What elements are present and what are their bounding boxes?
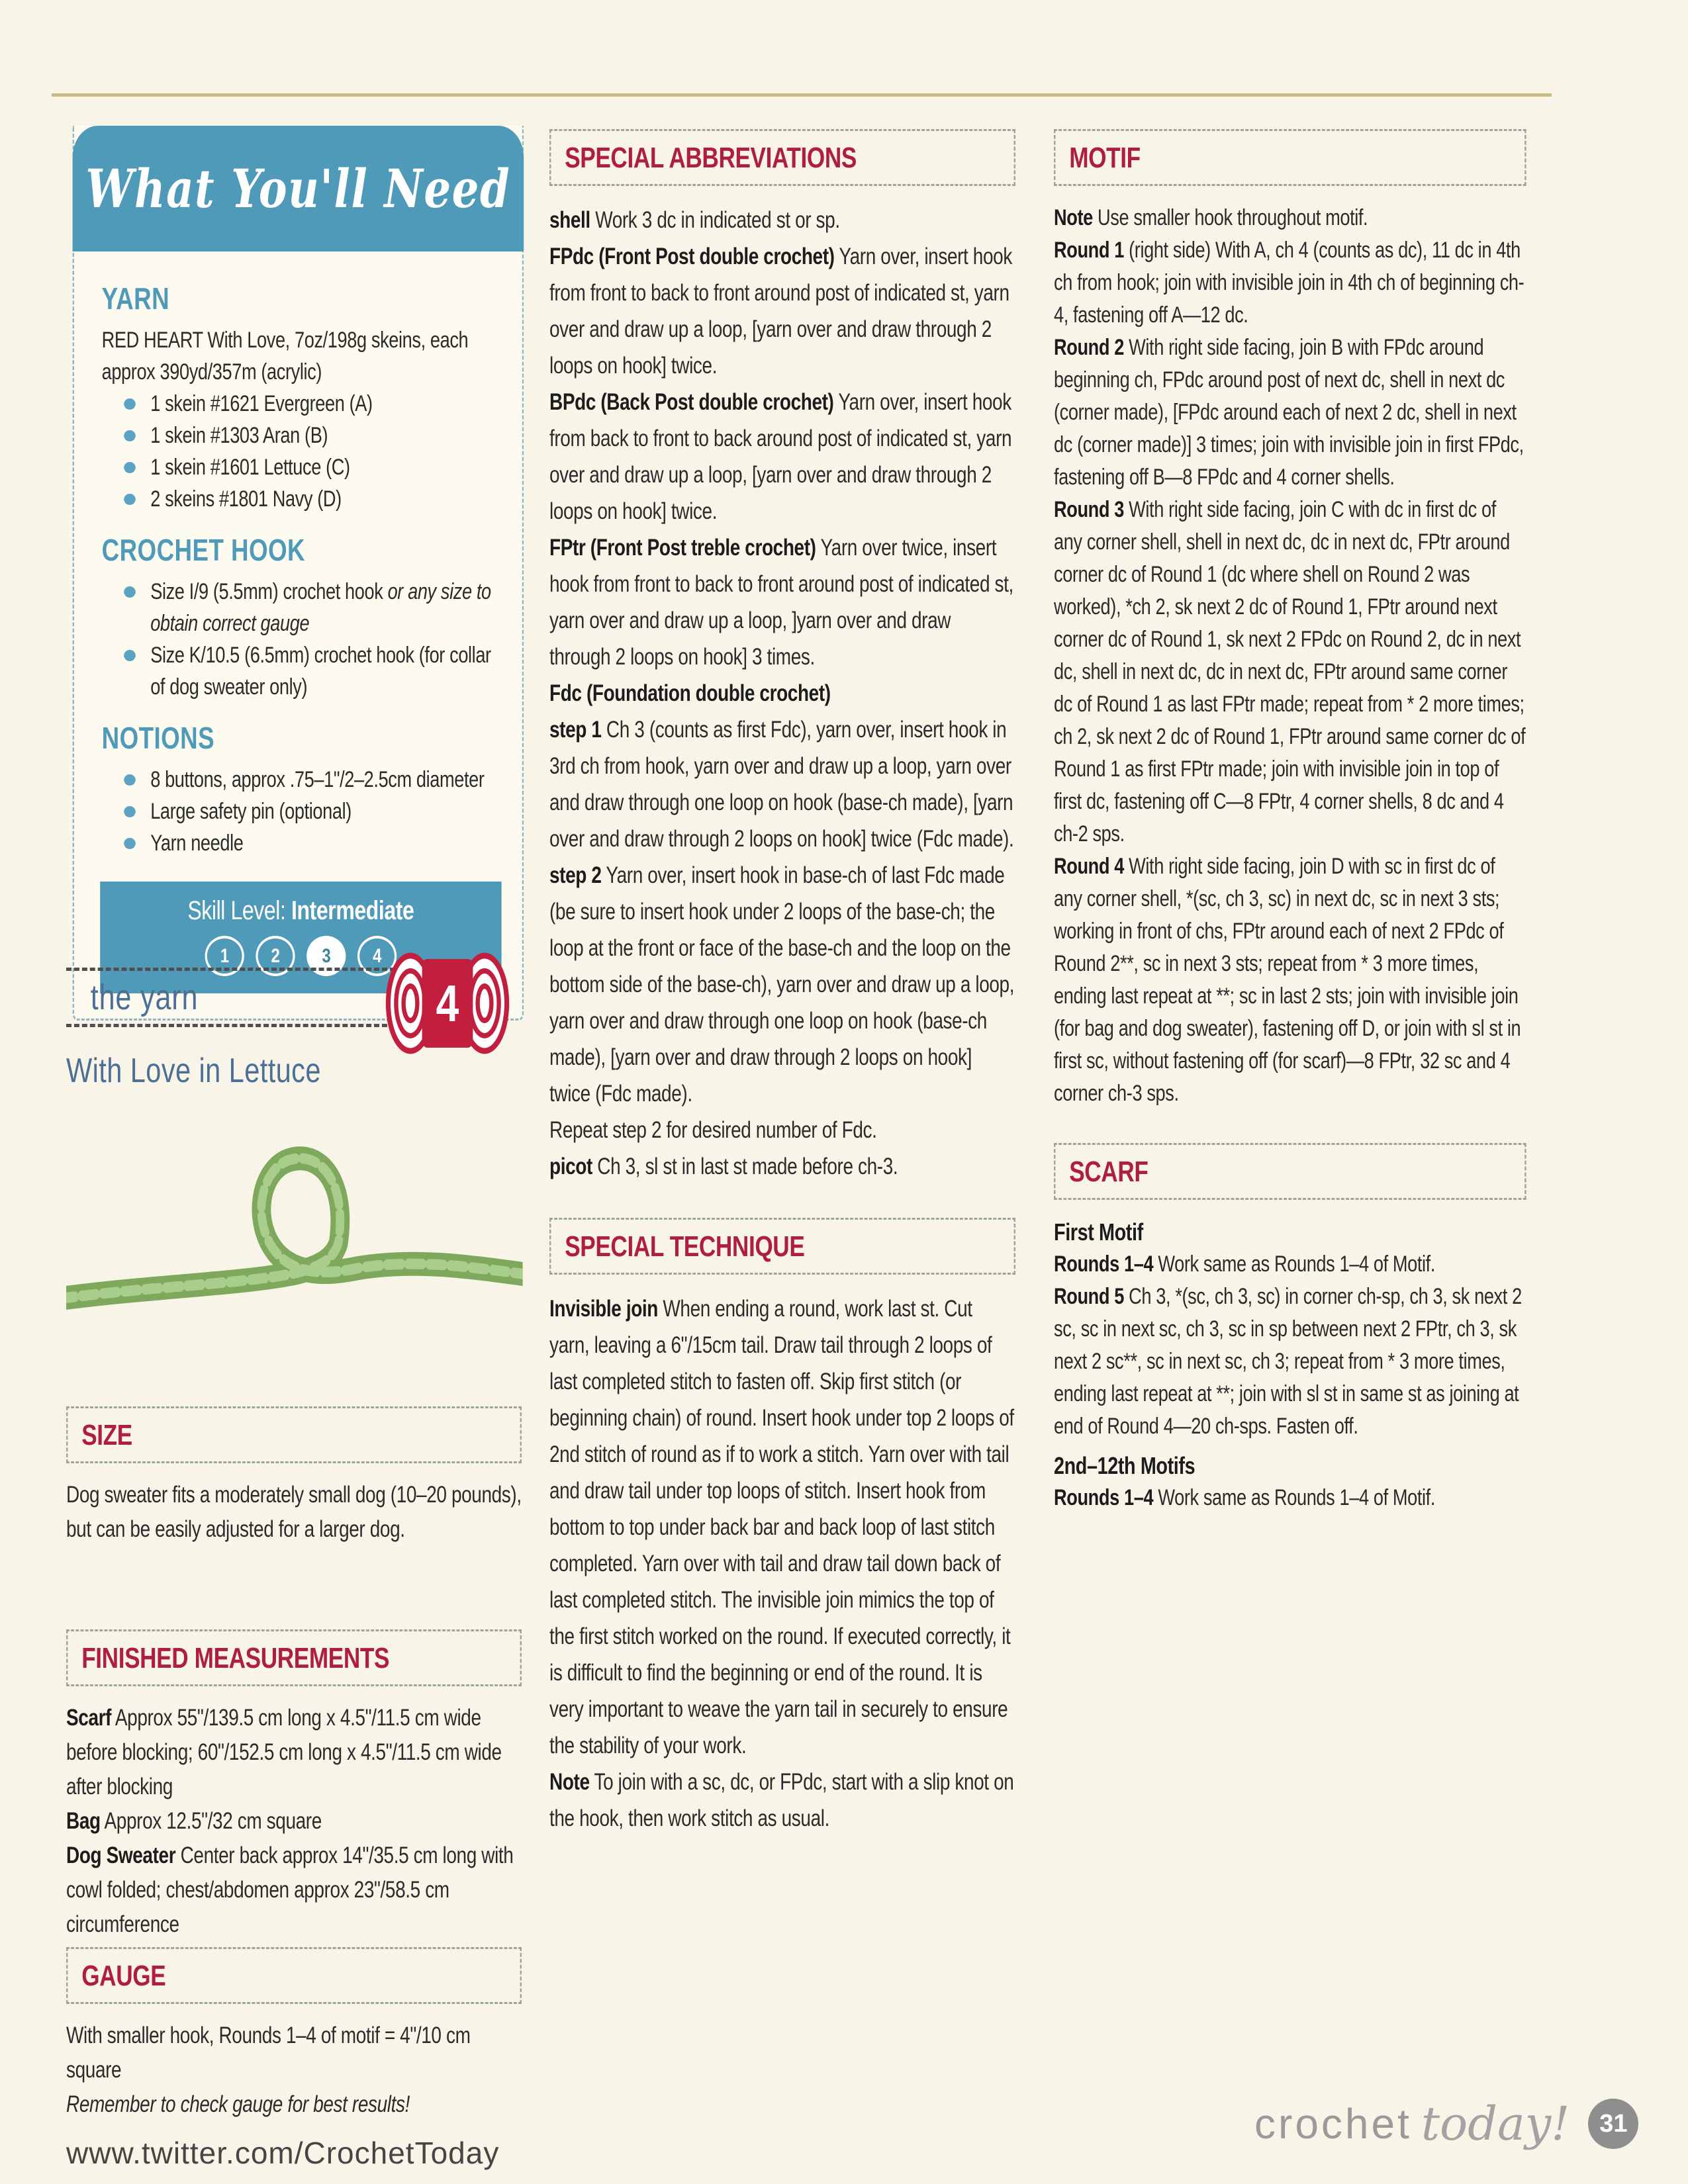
motif-round: [1054, 494, 1526, 850]
measurement-term: Scarf: [66, 1705, 112, 1731]
abbreviation-term: FPdc (Front Post double crochet): [549, 244, 835, 269]
yarn-weight-number: 4: [436, 974, 459, 1032]
motif-round: [1054, 234, 1526, 332]
motif-round-text: With right side facing, join B with FPdc around beginning ch, FPdc around post of next dc, shell in next dc (corner made), [FPdc around each of next 2 dc, shell in next dc (corner made)] 3 times; join with invisible join in first FPdc, fastening off B—8 FPdc and 4 corner shells.: [1054, 335, 1524, 490]
abbreviation-text: Yarn over twice, insert hook from front to back to front around post of indicated st, yarn over and draw up a loop, ]yarn over and draw through 2 loops on hook] 3 times.: [549, 535, 1013, 670]
special-technique-header: [549, 1218, 1015, 1275]
special-technique-heading: SPECIAL TECHNIQUE: [565, 1230, 805, 1263]
gauge-text: With smaller hook, Rounds 1–4 of motif = 4"/10 cm square: [66, 2023, 471, 2083]
yarn-intro: RED HEART With Love, 7oz/198g skeins, each approx 390yd/357m (acrylic): [101, 328, 469, 385]
technique-term: Invisible join: [549, 1296, 658, 1322]
abbreviation-entry: [549, 202, 1015, 238]
motif-round-term: Round 1: [1054, 238, 1124, 263]
yarn-bullet: [102, 388, 500, 420]
motif-round-term: Round 4: [1054, 854, 1124, 879]
measurement-value: Approx 55"/139.5 cm long x 4.5"/11.5 cm wide before blocking; 60"/152.5 cm long x 4.5"/11.5 cm wide after blocking: [66, 1705, 502, 1799]
special-abbreviations-header: [549, 129, 1015, 186]
abbreviation-entry: [549, 529, 1015, 675]
finished-measurements-section: [66, 1629, 522, 1942]
motif-body: [1054, 202, 1526, 1110]
measurement-entry: [66, 1839, 522, 1942]
gauge-text-block: [66, 2019, 522, 2122]
bullet-dot: [124, 494, 136, 505]
yarn-bullet-text: 2 skeins #1801 Navy (D): [150, 486, 342, 512]
scarf-body: [1054, 1216, 1526, 1514]
skill-level-circle-3-active: 3: [306, 936, 346, 976]
skill-level-circle-4: 4: [357, 936, 397, 976]
notions-heading: NOTIONS: [101, 721, 215, 755]
skill-level-circle-1: 1: [205, 936, 244, 976]
yarn-bullet-text: 1 skein #1303 Aran (B): [150, 423, 328, 448]
yarn-bullet-text: 1 skein #1621 Evergreen (A): [150, 391, 373, 416]
technique-text: When ending a round, work last st. Cut yarn, leaving a 6"/15cm tail. Draw tail through 2 loops of last completed stitch to fasten off. Skip first stitch (or beginning chain) of round. Insert hook under top 2 loops of 2nd stitch of round as if to work a stitch. Yarn over with tail and draw tail under top loops of stitch. Insert hook from bottom to top under back bar and back loop of last stitch completed. Yarn over with tail and draw tail down back of last completed stitch. The invisible join mimics the top of the first stitch worked on the round. If executed correctly, it is difficult to find the beginning or end of the round. It is very important to weave the yarn tail in securely to ensure the stability of your work.: [549, 1296, 1014, 1758]
logo-crochet: crochet: [1254, 2100, 1412, 2148]
motif-header: [1054, 129, 1526, 186]
abbreviation-text: Repeat step 2 for desired number of Fdc.: [549, 1117, 877, 1143]
bullet-dot: [124, 838, 136, 849]
yarn-bullet-text: 1 skein #1601 Lettuce (C): [150, 455, 350, 480]
size-paragraph: Dog sweater fits a moderately small dog (10–20 pounds), but can be easily adjusted for a larger dog.: [66, 1482, 522, 1542]
scarf-heading: SCARF: [1069, 1156, 1149, 1188]
motif-round-term: Round 2: [1054, 335, 1124, 360]
measurement-entry: [66, 1804, 522, 1839]
skill-level-value: Intermediate: [291, 896, 414, 925]
abbreviation-term: Fdc (Foundation double crochet): [549, 680, 831, 706]
gauge-header: [66, 1947, 522, 2004]
size-heading: SIZE: [81, 1419, 132, 1451]
measurement-value: Center back approx 14"/35.5 cm long with cowl folded; chest/abdomen approx 23"/58.5 cm circumference: [66, 1843, 514, 1937]
abbreviation-text: Yarn over, insert hook in base-ch of last Fdc made (be sure to insert hook under 2 loops of the base-ch; the loop at the front or face of the base-ch and the loop on the bottom side of the base-ch), yarn over and draw up a loop, yarn over and draw through one loop on hook (base-ch made), [yarn over and draw through 2 loops on hook] twice (Fdc made).: [549, 862, 1015, 1107]
right-column: [1054, 129, 1526, 1514]
gauge-heading: GAUGE: [81, 1960, 166, 1992]
scarf-round-text: Work same as Rounds 1–4 of Motif.: [1153, 1485, 1435, 1510]
motif-note-text: Use smaller hook throughout motif.: [1092, 205, 1368, 230]
notions-bullet-text: Large safety pin (optional): [150, 799, 352, 824]
notions-bullet-text: Yarn needle: [150, 831, 244, 856]
abbreviation-text: Yarn over, insert hook from back to front to back around post of indicated st, yarn over and draw up a loop, [yarn over and draw through 2 loops on hook] twice.: [549, 389, 1012, 524]
scarf-round-text: Work same as Rounds 1–4 of Motif.: [1153, 1251, 1435, 1277]
whats-needed-body: [74, 251, 522, 993]
skill-level-circle-2: 2: [256, 936, 295, 976]
technique-entry: [549, 1291, 1015, 1764]
motif-round-text: With right side facing, join C with dc in first dc of any corner shell, shell in next dc, dc in next dc, FPtr around corner dc of Round 1 (dc where shell on Round 2 was worked), *ch 2, sk next 2 dc of Round 1, FPtr around next corner dc of Round 1, sk next 2 FPdc on Round 2, dc in next dc, shell in next dc, dc in next dc, FPtr around same corner dc of Round 1 as last FPtr made; repeat from * 2 more times; ch 2, sk next 2 dc of Round 1, FPtr around same corner dc of Round 1 as first FPtr made; join with invisible join in top of first dc, fastening off C—8 FPtr, 4 corner shells, 8 dc and 4 ch-2 sps.: [1054, 497, 1526, 846]
hook-text-italic: or any size to obtain correct gauge: [150, 579, 491, 636]
yarn-name: With Love in Lettuce: [66, 1052, 321, 1090]
logo-today: today!: [1421, 2097, 1570, 2151]
motif-round: [1054, 850, 1526, 1110]
bullet-dot: [124, 398, 136, 410]
second-motifs-subheading: 2nd–12th Motifs: [1054, 1452, 1196, 1479]
abbreviation-term: shell: [549, 207, 590, 233]
whats-needed-box: [73, 126, 524, 1021]
motif-heading: MOTIF: [1069, 142, 1141, 174]
size-section: [66, 1406, 522, 1547]
abbreviation-text: Ch 3, sl st in last st made before ch-3.: [592, 1154, 898, 1179]
scarf-round: [1054, 1248, 1526, 1281]
middle-column: [549, 129, 1015, 1837]
abbreviation-entry: [549, 238, 1015, 384]
scarf-header: [1054, 1143, 1526, 1200]
yarn-photo: [66, 1093, 523, 1345]
left-column: [66, 126, 523, 2151]
abbreviation-entry: [549, 857, 1015, 1112]
bullet-dot: [124, 650, 136, 661]
abbreviation-entry: [549, 711, 1015, 857]
finished-measurements-heading: FINISHED MEASUREMENTS: [81, 1642, 390, 1674]
magazine-logo: [1254, 2097, 1638, 2151]
abbreviation-term: picot: [549, 1154, 592, 1179]
crochet-hook-bullet: [102, 576, 500, 639]
abbreviation-term: step 2: [549, 862, 602, 888]
first-motif-subheading: First Motif: [1054, 1218, 1143, 1246]
finished-measurements-text: [66, 1701, 522, 1942]
finished-measurements-header: [66, 1629, 522, 1686]
abbreviation-entry: [549, 1112, 1015, 1148]
yarn-bullet: [102, 483, 500, 515]
abbreviation-term: BPdc (Back Post double crochet): [549, 389, 834, 415]
skill-level-label: Skill Level:: [187, 896, 291, 925]
notions-bullet: [102, 796, 500, 827]
yarn-weight-tag: [66, 968, 459, 1032]
yarn-weight-icon: [384, 947, 511, 1060]
motif-note: [1054, 202, 1526, 234]
abbreviation-text: Work 3 dc in indicated st or sp.: [590, 207, 840, 233]
measurement-term: Bag: [66, 1808, 101, 1834]
motif-round-text: With right side facing, join D with sc in first dc of any corner shell, *(sc, ch 3, sc) in next dc, sc in next 3 sts; working in front of chs, FPtr around each of next 2 FPdc of Round 2**, sc in next 3 sts; repeat from * 3 more times, ending last repeat at **; sc in last 2 sts; join with invisible join (for bag and dog sweater), fastening off D, or join with sl st in first sc, without fastening off (for scarf)—8 FPtr, 32 sc and 4 corner ch-3 sps.: [1054, 854, 1521, 1106]
technique-entry: [549, 1764, 1015, 1837]
footer-url: www.twitter.com/CrochetToday: [66, 2136, 500, 2170]
size-section-header: [66, 1406, 522, 1463]
technique-term: Note: [549, 1769, 590, 1795]
motif-note-term: Note: [1054, 205, 1093, 230]
motif-round-term: Round 3: [1054, 497, 1124, 522]
motif-round: [1054, 332, 1526, 494]
bullet-dot: [124, 462, 136, 473]
abbreviation-term: FPtr (Front Post treble crochet): [549, 535, 816, 561]
gauge-section: [66, 1947, 522, 2122]
top-rule: [52, 93, 1552, 97]
measurement-entry: [66, 1701, 522, 1804]
technique-text: To join with a sc, dc, or FPdc, start with a slip knot on the hook, then work stitch as usual.: [549, 1769, 1014, 1831]
abbreviation-text: Yarn over, insert hook from front to back to front around post of indicated st, yarn over and draw up a loop, [yarn over and draw through 2 loops on hook] twice.: [549, 244, 1012, 379]
measurement-value: Approx 12.5"/32 cm square: [100, 1808, 322, 1834]
motif-round-text: (right side) With A, ch 4 (counts as dc), 11 dc in 4th ch from hook; join with invisible join in 4th ch of beginning ch-4, fastening off A—12 dc.: [1054, 238, 1524, 328]
gauge-note: Remember to check gauge for best results!: [66, 2091, 410, 2117]
abbreviation-entry: [549, 1148, 1015, 1185]
skill-level-line: [100, 895, 501, 927]
measurement-term: Dog Sweater: [66, 1843, 176, 1868]
yarn-bullet: [102, 420, 500, 451]
page-number-badge: 31: [1588, 2099, 1638, 2149]
scarf-round: [1054, 1281, 1526, 1443]
bullet-dot: [124, 430, 136, 441]
yarn-bullet: [102, 451, 500, 483]
size-text: [66, 1478, 522, 1547]
yarn-heading: YARN: [101, 281, 170, 316]
whats-needed-header: [73, 126, 524, 251]
scarf-round-term: Rounds 1–4: [1054, 1485, 1154, 1510]
whats-needed-title: What You'll Need: [85, 158, 511, 220]
scarf-round: [1054, 1482, 1526, 1514]
hook-text: Size I/9 (5.5mm) crochet hook: [150, 579, 388, 604]
crochet-hook-bullet: [102, 639, 500, 703]
special-abbreviations-heading: SPECIAL ABBREVIATIONS: [565, 142, 857, 174]
abbreviation-text: Ch 3 (counts as first Fdc), yarn over, insert hook in 3rd ch from hook, yarn over and draw up a loop, yarn over and draw through one loop on hook (base-ch made), [yarn over and draw through 2 loops on hook] twice (Fdc made).: [549, 717, 1014, 852]
notions-bullet: [102, 827, 500, 859]
scarf-round-term: Rounds 1–4: [1054, 1251, 1154, 1277]
crochet-hook-bullet-text: Size K/10.5 (6.5mm) crochet hook (for collar of dog sweater only): [150, 643, 491, 700]
bullet-dot: [124, 774, 136, 786]
scarf-round-term: Round 5: [1054, 1284, 1124, 1309]
yarn-tag-label: the yarn: [90, 978, 199, 1017]
crochet-hook-heading: CROCHET HOOK: [101, 533, 305, 567]
scarf-round-text: Ch 3, *(sc, ch 3, sc) in corner ch-sp, ch 3, sk next 2 sc, sc in next sc, ch 3, sc in sp between next 2 FPtr, ch 3, sk next 2 sc**, sc in next sc, ch 3; repeat from * 3 more times, ending last repeat at **; join with sl st in same st as joining at end of Round 4—20 ch-sps. Fasten off.: [1054, 1284, 1522, 1439]
crochet-hook-bullet-text: [150, 576, 500, 639]
bullet-dot: [124, 586, 136, 598]
special-abbreviations-body: [549, 202, 1015, 1185]
abbreviation-entry: [549, 675, 1015, 711]
abbreviation-term: step 1: [549, 717, 602, 743]
bullet-dot: [124, 806, 136, 817]
notions-bullet-text: 8 buttons, approx .75–1"/2–2.5cm diameter: [150, 767, 485, 792]
abbreviation-entry: [549, 384, 1015, 529]
notions-bullet: [102, 764, 500, 796]
special-technique-body: [549, 1291, 1015, 1837]
